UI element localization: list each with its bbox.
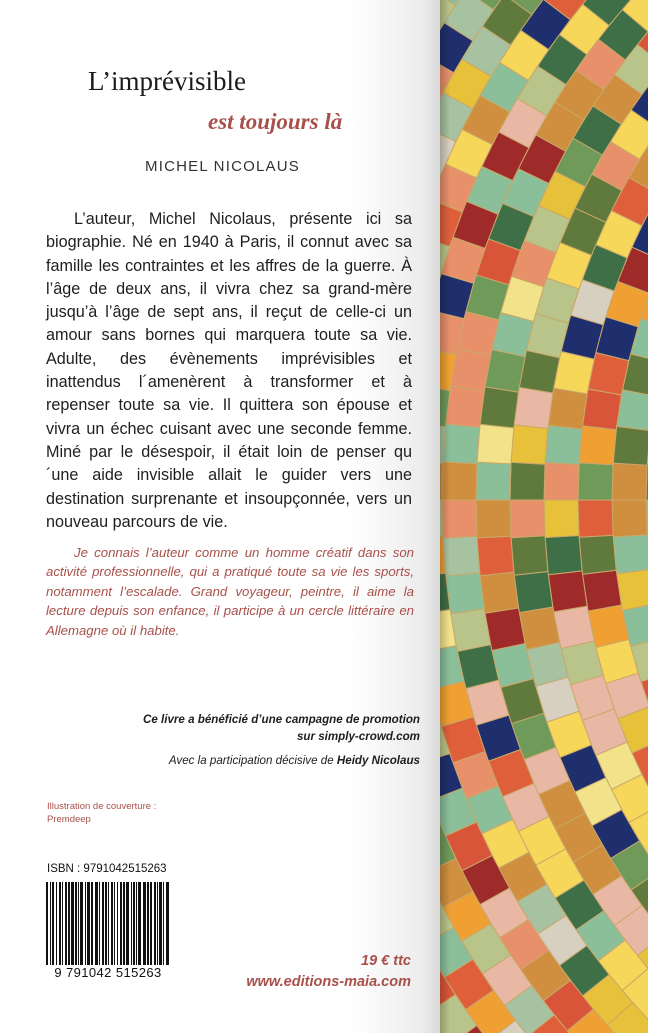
author-name: MICHEL NICOLAUS [145,158,300,175]
book-subtitle: est toujours là [208,109,343,134]
promo-block [143,711,420,745]
participation-name: Heidy Nicolaus [336,754,420,767]
promo-line-2: sur simply-crowd.com [296,730,420,743]
illustration-name: Premdeep [47,814,91,825]
author-quote [46,543,414,640]
participation-prefix: Avec la participation décisive de [168,754,337,767]
promo-line-1: Ce livre a bénéficié d’une campagne de promotion [142,713,420,726]
spine-shadow [440,0,450,1033]
illustration-label: Illustration de couverture : [47,801,157,812]
synopsis [46,208,412,534]
isbn-label: ISBN : 9791042515263 [47,863,167,875]
publisher-website: www.editions-maia.com [246,974,411,990]
illustration-credit [47,800,156,826]
barcode-digits: 9 791042 515263 [44,965,172,980]
synopsis-text: L’auteur, Michel Nicolaus, présente ici sa biographie. Né en 1940 à Paris, il connut avec sa famille les contraintes et les affres de la guerre. À l’âge de deux ans, il vivra chez sa grand-mère jusqu’à l’âge de sept ans, il reçut de celle-ci un amour sans bornes qui marquera toute sa vie. Adulte, des évènements imprévisibles et inattendus l´amenèrent à transformer et à repenser toute sa vie. Il quittera son épouse et vivra un échec cuisant avec une seconde femme. Miné par le désespoir, il était loin de penser qu´une aide invisible allait le guider vers une destination surprenante et insoupçonnée, vers un nouveau parcours de vie. [46,210,412,531]
price: 19 € ttc [361,953,411,969]
cover-illustration [440,0,648,1033]
quote-text: Je connais l’auteur comme un homme créatif dans son activité professionnelle, qui a pratiqué toute sa vie les sports, notamment l’escalade. Grand voyageur, peintre, il aime la lecture depuis son enfance, il participe à un cercle littéraire en Allemagne où il habite. [46,545,414,638]
book-title: L’imprévisible [88,66,246,96]
participation-line [169,754,420,767]
